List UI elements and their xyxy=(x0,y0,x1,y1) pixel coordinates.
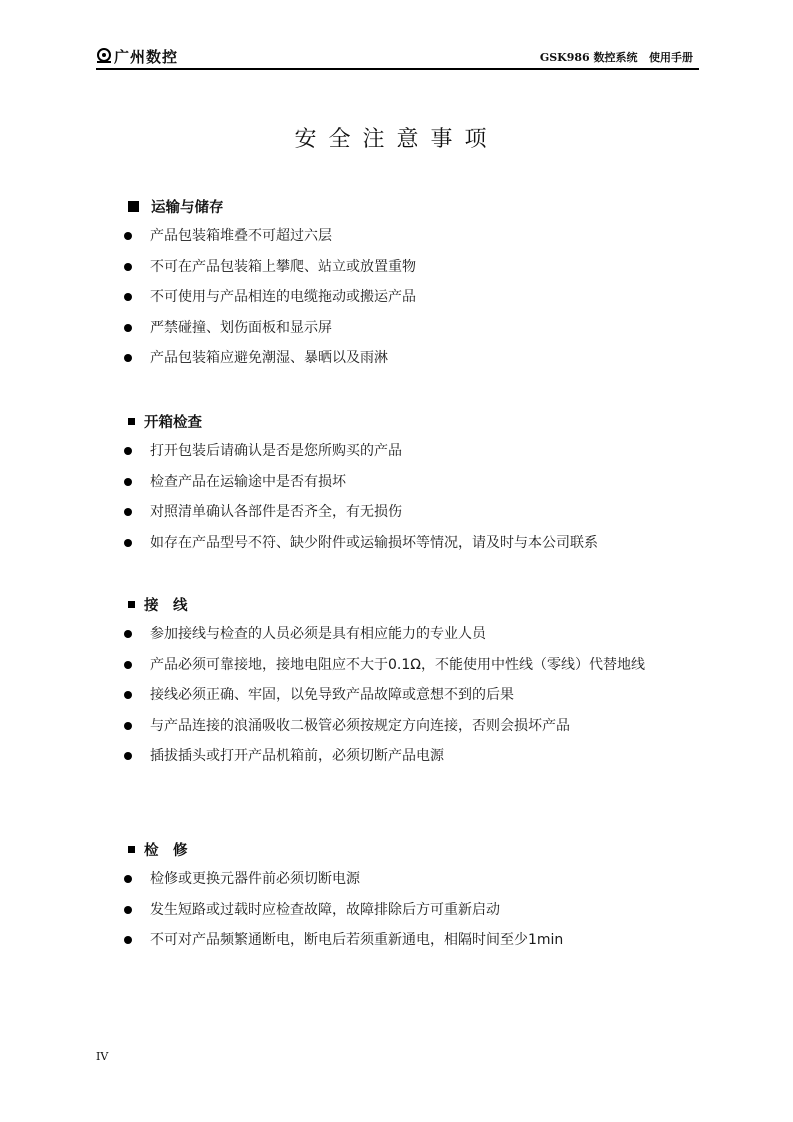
bullet-icon xyxy=(124,630,132,638)
bullet-icon xyxy=(124,722,132,730)
item-text: 接线必须正确、牢固，以免导致产品故障或意想不到的后果 xyxy=(150,687,514,704)
bullet-icon xyxy=(124,508,132,516)
bullet-icon xyxy=(124,752,132,760)
square-bullet-icon xyxy=(128,201,139,212)
item-text: 检修或更换元器件前必须切断电源 xyxy=(150,871,360,887)
list-item xyxy=(124,895,720,926)
item-list xyxy=(124,619,720,772)
item-text: 参加接线与检查的人员必须是具有相应能力的专业人员 xyxy=(150,626,486,642)
section-wiring xyxy=(124,592,720,772)
bullet-icon xyxy=(124,478,132,486)
list-item xyxy=(124,711,720,742)
square-bullet-icon xyxy=(128,418,135,425)
header-manual-title: GSK986 数控系统 使用手册 xyxy=(539,51,693,64)
list-item xyxy=(124,680,720,711)
section-heading xyxy=(124,194,720,218)
list-item xyxy=(124,497,720,528)
bullet-icon xyxy=(124,539,132,547)
page-title: 安全注意事项 xyxy=(294,127,499,152)
item-list xyxy=(124,221,720,374)
item-text: 如存在产品型号不符、缺少附件或运输损坏等情况，请及时与本公司联系 xyxy=(150,534,598,551)
bullet-icon xyxy=(124,661,132,669)
item-text: 插拔插头或打开产品机箱前，必须切断产品电源 xyxy=(150,748,444,765)
bullet-icon xyxy=(124,906,132,914)
page-header xyxy=(96,46,699,70)
list-item xyxy=(124,343,720,374)
list-item xyxy=(124,925,720,956)
item-text: 发生短路或过载时应检查故障，故障排除后方可重新启动 xyxy=(150,901,500,918)
section-transport-storage xyxy=(124,194,720,374)
list-item xyxy=(124,528,720,559)
section-heading xyxy=(124,837,720,861)
page-number: IV xyxy=(96,1050,109,1063)
bullet-icon xyxy=(124,263,132,271)
bullet-icon xyxy=(124,354,132,362)
list-item xyxy=(124,619,720,650)
list-item xyxy=(124,252,720,283)
item-text: 产品必须可靠接地，接地电阻应不大于0.1Ω，不能使用中性线（零线）代替地线 xyxy=(150,656,645,673)
section-unpacking-inspection xyxy=(124,409,720,558)
list-item xyxy=(124,313,720,344)
company-logo xyxy=(96,46,178,66)
section-heading xyxy=(124,409,720,433)
item-text: 检查产品在运输途中是否有损坏 xyxy=(150,473,346,490)
list-item xyxy=(124,282,720,313)
item-text: 与产品连接的浪涌吸收二极管必须按规定方向连接，否则会损坏产品 xyxy=(150,717,570,734)
item-text: 不可在产品包装箱上攀爬、站立或放置重物 xyxy=(150,258,416,275)
bullet-icon xyxy=(124,324,132,332)
section-title: 开箱检查 xyxy=(144,414,202,431)
section-heading xyxy=(124,592,720,616)
gsk-logo-icon xyxy=(96,48,112,64)
item-text: 产品包装箱堆叠不可超过六层 xyxy=(150,228,332,244)
bullet-icon xyxy=(124,232,132,240)
bullet-icon xyxy=(124,447,132,455)
item-text: 严禁碰撞、划伤面板和显示屏 xyxy=(150,319,332,336)
bullet-icon xyxy=(124,936,132,944)
item-text: 打开包装后请确认是否是您所购买的产品 xyxy=(150,443,402,459)
section-maintenance xyxy=(124,837,720,956)
section-title: 运输与储存 xyxy=(151,199,224,216)
logo-text: 广州数控 xyxy=(114,47,179,66)
list-item xyxy=(124,467,720,498)
bullet-icon xyxy=(124,875,132,883)
list-item xyxy=(124,741,720,772)
list-item xyxy=(124,650,720,681)
item-text: 对照清单确认各部件是否齐全，有无损伤 xyxy=(150,504,402,521)
section-title: 接 线 xyxy=(144,597,188,614)
bullet-icon xyxy=(124,293,132,301)
square-bullet-icon xyxy=(128,846,135,853)
square-bullet-icon xyxy=(128,601,135,608)
section-title: 检 修 xyxy=(144,842,188,859)
item-list xyxy=(124,864,720,956)
bullet-icon xyxy=(124,691,132,699)
item-list xyxy=(124,436,720,558)
list-item xyxy=(124,436,720,467)
item-text: 不可使用与产品相连的电缆拖动或搬运产品 xyxy=(150,289,416,306)
list-item xyxy=(124,221,720,252)
item-text: 产品包装箱应避免潮湿、暴晒以及雨淋 xyxy=(150,350,388,367)
list-item xyxy=(124,864,720,895)
item-text: 不可对产品频繁通断电，断电后若须重新通电，相隔时间至少1min xyxy=(150,932,564,949)
